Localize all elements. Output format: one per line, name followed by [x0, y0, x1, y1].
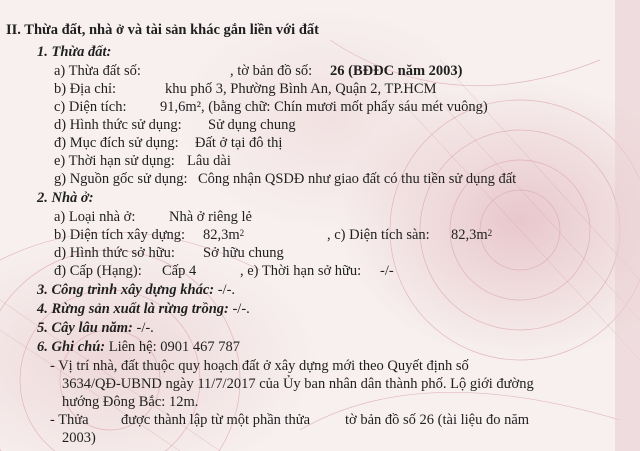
land-c-value: 91,6m², (bằng chữ: Chín mươi mốt phẩy sáu mét vuông): [160, 99, 488, 115]
land-g-value: Công nhận QSDĐ như giao đất có thu tiền sử dụng đất: [198, 171, 517, 187]
house-d-value: Sở hữu chung: [203, 245, 284, 261]
land-heading: 1. Thừa đất:: [37, 44, 112, 60]
land-a-label: a) Thừa đất số:: [54, 63, 141, 79]
land-c-label: c) Diện tích:: [54, 99, 127, 115]
section-title: II. Thừa đất, nhà ở và tài sản khác gắn liền với đất: [6, 22, 319, 38]
house-b-value: $82,3m^2$: [203, 227, 245, 243]
land-a-value: 26 (BĐĐC năm 2003): [330, 63, 463, 79]
note2-part-c: tờ bản đồ số 26 (tài liệu đo năm: [345, 412, 530, 428]
land-e-value: Lâu dài: [187, 153, 231, 169]
note2-part-d: 2003): [62, 430, 96, 446]
house-dd-value: Cấp 4: [162, 263, 197, 279]
note2-part-a: - Thửa: [50, 412, 89, 428]
land-e-label: e) Thời hạn sử dụng:: [54, 153, 175, 169]
land-dd-label: đ) Mục đích sử dụng:: [54, 135, 179, 151]
house-e-value: -/-: [380, 263, 394, 279]
house-b-label: b) Diện tích xây dựng:: [54, 227, 186, 243]
land-g-label: g) Nguồn gốc sử dụng:: [54, 171, 188, 187]
house-a-value: Nhà ở riêng lẻ: [169, 209, 252, 225]
land-b-label: b) Địa chỉ:: [54, 81, 117, 97]
house-c-label: , c) Diện tích sàn:: [327, 227, 430, 243]
note1-line-1: - Vị trí nhà, đất thuộc quy hoạch đất ở xây dựng mới theo Quyết định số: [50, 358, 469, 374]
land-a-map: , tờ bản đồ số:: [230, 63, 313, 79]
land-dd-value: Đất ở tại đô thị: [195, 135, 283, 151]
land-d-value: Sử dụng chung: [208, 117, 296, 133]
note2-part-b: được thành lập từ một phần thửa: [121, 412, 311, 428]
item4-row: 4. Rừng sản xuất là rừng trồng: -/-.: [37, 301, 250, 317]
note1-line-2: 3634/QĐ-UBND ngày 11/7/2017 của Ủy ban nhân dân thành phố. Lộ giới đường: [62, 376, 534, 392]
item5-row: 5. Cây lâu năm: -/-.: [37, 320, 154, 336]
item6-row: 6. Ghi chú: Liên hệ: 0901 467 787: [37, 339, 241, 355]
land-d-label: d) Hình thức sử dụng:: [54, 117, 182, 133]
house-d-label: d) Hình thức sở hữu:: [54, 245, 175, 261]
house-dd-label: đ) Cấp (Hạng):: [54, 263, 142, 279]
note1-line-3: hướng Đông Bắc: 12m.: [62, 394, 199, 410]
house-c-value: $82,3m^2$: [451, 227, 493, 243]
house-heading: 2. Nhà ở:: [37, 190, 94, 206]
house-a-label: a) Loại nhà ở:: [54, 209, 136, 225]
house-e-label: , e) Thời hạn sở hữu:: [240, 263, 362, 279]
land-b-value: khu phố 3, Phường Bình An, Quận 2, TP.HCM: [165, 81, 437, 97]
item3-row: 3. Công trình xây dựng khác: -/-.: [37, 282, 236, 298]
